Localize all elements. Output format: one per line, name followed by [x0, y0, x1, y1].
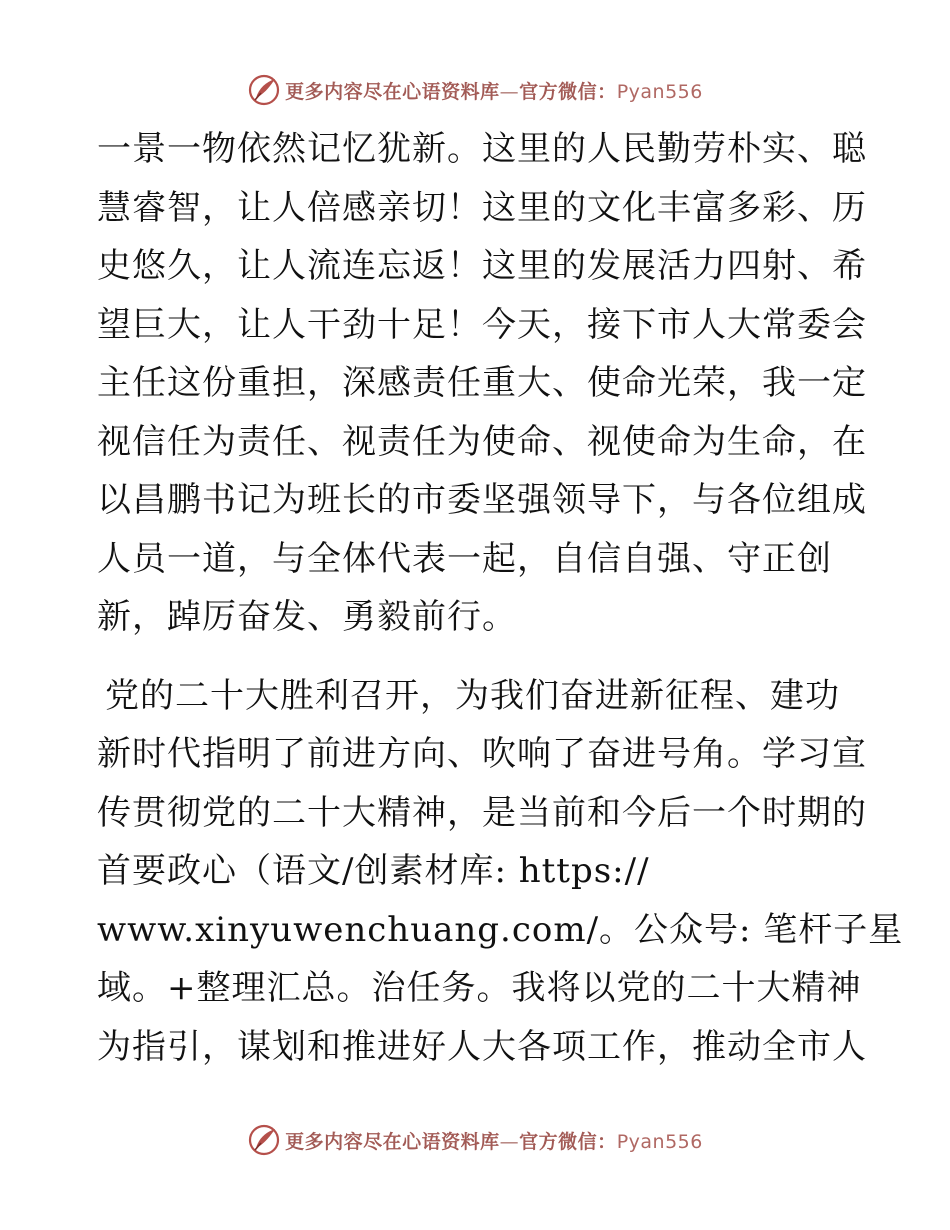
paragraph-gap — [97, 647, 857, 667]
header-banner — [0, 70, 950, 110]
text-line: 新，踔厉奋发、勇毅前行。 — [97, 597, 517, 637]
text-line: 人员一道，与全体代表一起，自信自强、守正创 — [97, 538, 832, 579]
quill-logo-icon — [247, 73, 281, 107]
text-line: 视信任为责任、视责任为使命、视使命为生命，在 — [97, 421, 867, 462]
header-text: 更多内容尽在心语资料库—官方微信：Pyan556 — [285, 80, 703, 103]
paragraph-2 — [97, 667, 904, 1077]
footer-banner — [0, 1120, 950, 1160]
paragraph-1 — [97, 120, 867, 647]
text-line: 域。+整理汇总。治任务。我将以党的二十大精神 — [97, 968, 862, 1008]
text-line: 慧睿智，让人倍感亲切！这里的文化丰富多彩、历 — [97, 187, 867, 228]
text-line: 首要政心（语文/创素材库: https:// — [97, 851, 650, 891]
text-line: 为指引，谋划和推进好人大各项工作，推动全市人 — [97, 1026, 867, 1067]
document-body — [97, 120, 904, 1076]
text-line: 新时代指明了前进方向、吹响了奋进号角。学习宣 — [97, 734, 867, 774]
text-line: 主任这份重担，深感责任重大、使命光荣，我一定 — [97, 363, 867, 403]
text-line-url: www.xinyuwenchuang.com/。公众号: 笔杆子星 — [97, 909, 904, 950]
text-line: 以昌鹏书记为班长的市委坚强领导下，与各位组成 — [97, 480, 867, 520]
quill-logo-icon — [247, 1123, 281, 1157]
text-line: 一景一物依然记忆犹新。这里的人民勤劳朴实、聪 — [97, 129, 867, 169]
text-line: 传贯彻党的二十大精神，是当前和今后一个时期的 — [97, 792, 867, 833]
footer-text: 更多内容尽在心语资料库—官方微信：Pyan556 — [285, 1130, 703, 1153]
text-line: 史悠久，让人流连忘返！这里的发展活力四射、希 — [97, 246, 867, 286]
text-line: 党的二十大胜利召开，为我们奋进新征程、建功 — [105, 675, 840, 716]
text-line: 望巨大，让人干劲十足！今天，接下市人大常委会 — [97, 304, 867, 345]
